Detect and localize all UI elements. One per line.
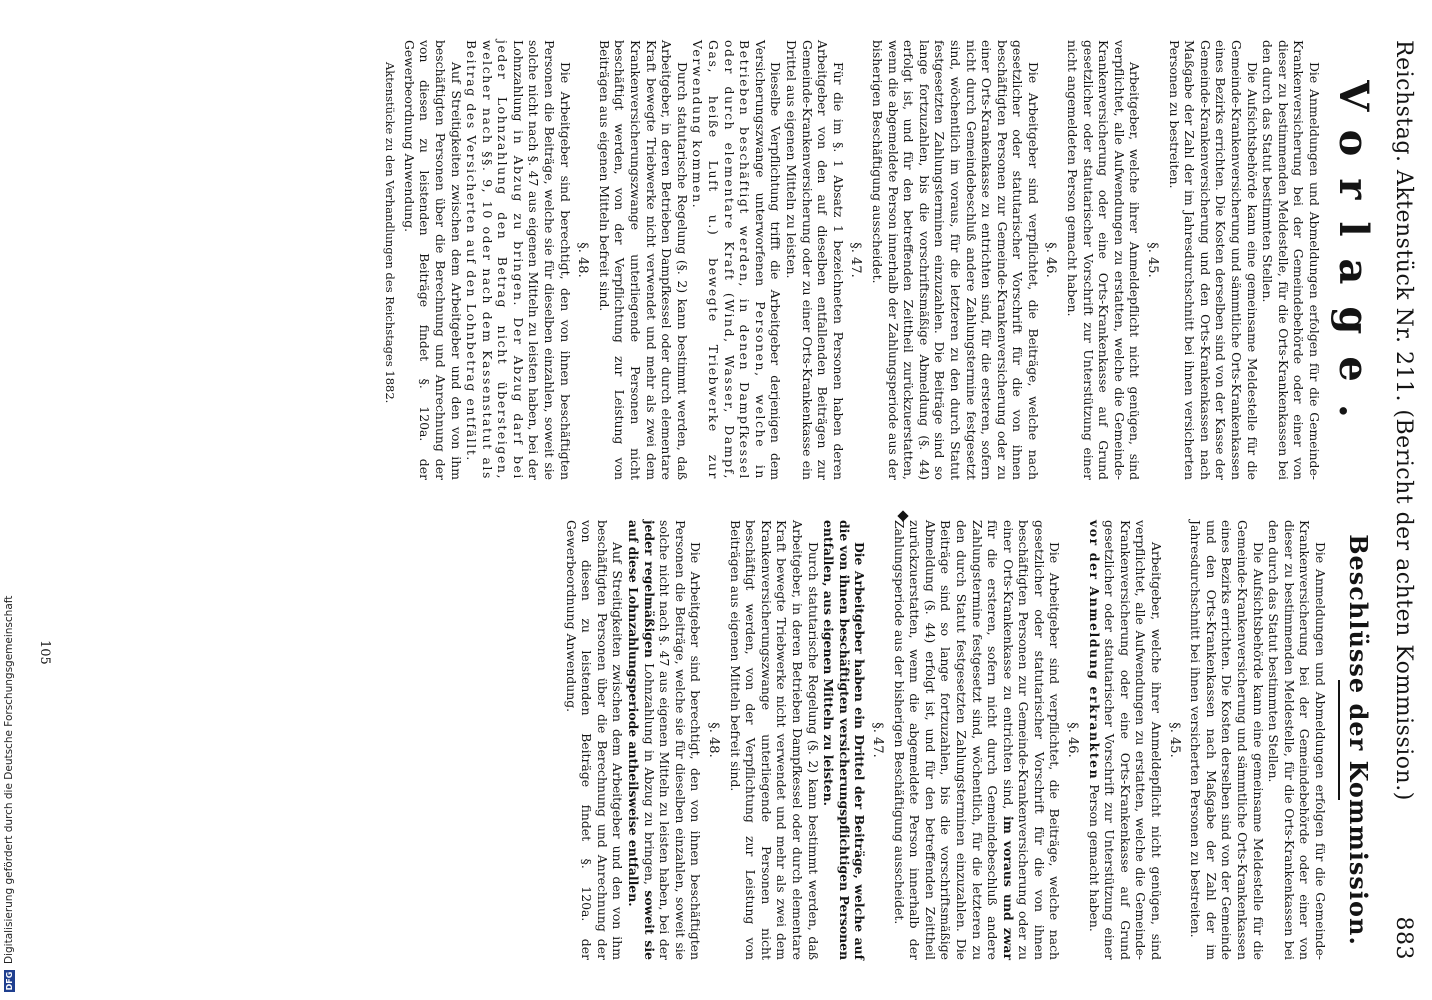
section-48-spaced-text: in Abzug zu bringen. Der Abzug darf bei jeder Lohnzahlung den Betrag nicht übersteigen, welcher nach §§. 9, 10 oder nach dem Kassenstatut als Beitrag des Versicherten auf den Lohnbetrag entfällt. [464, 40, 526, 480]
page-number: 883 [1391, 916, 1416, 960]
section-heading-46: §. 46. [1043, 242, 1059, 278]
section-46-text: Die Arbeitgeber sind verpflichtet, die Beiträge, welche nach gesetzlicher oder statutarischer Vorschrift für die von ihnen beschäftigten Personen zur Gemeinde-Krankenversicherung oder zu einer Orts-Krankenkasse zu entrichten sind, für die ersteren, sofern nicht durch Gemeindebeschluß andere Zahlungstermine festgesetzt sind, wöchentlich im voraus, für die letzteren zu den durch Statut festgesetzten Zahlungsterminen einzuzahlen. Die Beiträge sind so lange fortzuzahlen, bis die vorschriftsmäßige Abmeldung (§. 44) erfolgt ist, und für den betreffenden Zeittheil zurückzuerstatten, wenn die abgemeldete Person innerhalb der Zahlungsperiode aus der bisherigen Beschäftigung ausscheidet. [869, 40, 1041, 480]
section-47-paragraph [690, 40, 784, 480]
dfg-logo-icon: DFG [4, 971, 14, 991]
section-47-text: Dieselbe Verpflichtung trifft die Arbeitgeber derjenigen dem Versicherungszwange unterworfenen [752, 40, 784, 480]
section-48-text: Die Arbeitgeber sind berechtigt, den von ihnen beschäftigten Personen die Beiträge, welche sie für dieselben einzahlen, soweit sie solche nicht nach §. 47 aus eigenen Mitteln zu leisten haben, bei der [657, 520, 704, 960]
paragraph: Die Anmeldungen und Abmeldungen erfolgen für die Gemeinde-Krankenversicherung bei der Gemeindebehörde oder einer von dieser zu bestimmenden Meldestelle, für die Orts-Krankenkassen bei den durch das Statut bestimmten Stellen. [1266, 520, 1328, 960]
section-46-paragraph [891, 520, 1063, 960]
running-head-title: Reichstag. Aktenstück Nr. 211. (Bericht der achten Kommission.) [1391, 40, 1416, 801]
column-title-beschluesse: Beschlüsse der Kommission. [1344, 534, 1373, 946]
section-heading-48: §. 48. [706, 722, 722, 758]
section-47-spaced-text: Personen, welche in Betrieben beschäftigt werden, in denen Dampfkessel oder durch elementare Kraft (Wind, Wasser, Dampf, Gas, heiße Luft u.) bewegte Triebwerke zur Verwendung kommen. [690, 40, 768, 480]
column-beschluesse [40, 520, 1380, 960]
section-45-paragraph [1086, 520, 1164, 960]
section-heading-45: §. 45. [1166, 722, 1182, 758]
section-48-amended-text: jeder regelmäßigen [641, 520, 657, 658]
digitization-watermark [2, 2, 16, 992]
section-heading-46: §. 46. [1065, 722, 1081, 758]
paragraph: Die Aufsichtsbehörde kann eine gemeinsame Meldestelle für die Gemeinde-Krankenversicherung und sämmtliche Orts-Krankenkassen eines Bezirks errichten. Die Kosten derselben sind von der Kasse der Gemeinde-Krankenversicherung und den Orts-Krankenkassen nach Maßgabe der Zahl der im Jahresdurchschnitt bei ihnen versicherten Personen zu bestreiten. [1166, 40, 1260, 480]
section-48-amended-text: soweit sie auf diese Lohnzahlungsperiode antheilsweise entfallen. [626, 520, 657, 960]
column-title-vorlage: Vorlage. [1330, 80, 1377, 440]
section-45-text: Arbeitgeber, welche ihrer Anmeldepflicht nicht genügen, sind verpflichtet, alle Aufwendungen zu erstatten, welche die Gemeinde-Krankenversicherung oder eine Orts-Krankenkasse auf Grund gesetzlicher oder statutarischer Vorschrift zur Unterstützung einer [1102, 520, 1165, 960]
section-48-text: Lohnzahlung in Abzug zu bringen, [641, 663, 657, 885]
section-45-text: Person gemacht haben. [1086, 784, 1102, 932]
section-47-paragraph: Durch statutarische Regelung (§. 2) kann bestimmt werden, daß Arbeitgeber, in deren Betrieben Dampfkessel oder durch elementare Kraft bewegte Triebwerke nicht verwendet und mehr als zwei dem Krankenversicherungszwange unterliegende Personen nicht beschäftigt werden, von der Verpflichtung zur Leistung von Beiträgen aus eigenen Mitteln befreit sind. [596, 40, 690, 480]
section-47-amended-paragraph: Die Arbeitgeber haben ein Drittel der Beiträge, welche auf die von ihnen beschäftigten versicherungspflichtigen Personen entfallen, aus eigenen Mitteln zu leisten. [821, 520, 868, 960]
section-heading-47: §. 47. [869, 722, 885, 758]
section-47-paragraph: Für die im §. 1 Absatz 1 bezeichneten Personen haben deren Arbeitgeber von den auf dieselben entfallenden Beiträgen zur Gemeinde-Krankenversicherung oder zu einer Orts-Krankenkasse ein Drittel aus eigenen Mitteln zu leisten. [784, 40, 846, 480]
section-heading-45: §. 45. [1145, 242, 1161, 278]
section-46-text: Die Arbeitgeber sind verpflichtet, die Beiträge, welche nach gesetzlicher oder statutarischer Vorschrift für die von ihnen beschäftigten Personen zur Gemeinde-Krankenversicherung oder zu einer Orts-Krankenkasse zu entrichten sind, [1000, 520, 1063, 960]
section-48-paragraph [464, 40, 573, 480]
running-head [1384, 40, 1424, 960]
source-note: Aktenstücke zu den Verhandlungen des Reichstages 1882. [383, 62, 398, 404]
column-vorlage [40, 40, 1380, 480]
section-48-paragraph [625, 520, 703, 960]
section-47-paragraph: Durch statutarische Regelung (§. 2) kann bestimmt werden, daß Arbeitgeber, in deren Betrieben Dampfkessel oder durch elementare Kraft bewegte Triebwerke nicht verwendet und mehr als zwei dem Krankenversicherungszwange unterliegende Personen nicht beschäftigt werden, von der Verpflichtung zur Leistung von Beiträgen aus eigenen Mitteln befreit sind. [727, 520, 821, 960]
paragraph: Die Aufsichtsbehörde kann eine gemeinsame Meldestelle für die Gemeinde-Krankenversicherung und sämmtliche Orts-Krankenkassen eines Bezirks errichten. Die Kosten derselben sind von der Gemeinde und den Orts-Krankenkassen nach Maßgabe der Zahl der im Jahresdurchschnitt bei ihnen versicherten Personen zu bestreiten. [1188, 520, 1266, 960]
section-48-paragraph: Auf Streitigkeiten zwischen dem Arbeitgeber und den von ihm beschäftigten Personen über die Berechnung und Anrechnung der von diesen zu leistenden Beiträge findet §. 120a. der Gewerbeordnung Anwendung. [401, 40, 464, 480]
section-48-text: Die Arbeitgeber sind berechtigt, den von ihnen beschäftigten Personen die Beiträge, welche sie für dieselben einzahlen, soweit sie solche nicht nach §. 47 aus eigenen Mitteln zu leisten haben, bei der Lohnzahlung [510, 40, 573, 480]
paragraph: Die Anmeldungen und Abmeldungen erfolgen für die Gemeinde-Krankenversicherung bei der Gemeindebehörde oder einer von dieser zu bestimmenden Meldestelle, für die Orts-Krankenkassen bei den durch das Statut bestimmten Stellen. [1260, 40, 1322, 480]
section-45-text: Arbeitgeber, welche ihrer Anmeldepflicht nicht genügen, sind verpflichtet, alle Aufwendungen zu erstatten, welche die Gemeinde-Krankenversicherung oder eine Orts-Krankenkasse auf Grund gesetzlicher oder statutarischer Vorschrift zur Unterstützung einer nicht angemeldeten Person gemacht haben. [1065, 40, 1143, 480]
watermark-text: Digitalisierung gefördert durch die Deutsche Forschungsgemeinschaft [3, 595, 15, 964]
section-heading-48: §. 48. [575, 242, 591, 278]
folio-number: 105 [37, 640, 52, 665]
section-45-amended-text: vor der Anmeldung erkrankten [1086, 520, 1102, 781]
section-48-paragraph: Auf Streitigkeiten zwischen dem Arbeitgeber und den von ihm beschäftigten Personen über die Berechnung und Anrechnung der von diesen zu leistenden Beiträge findet §. 120a. der Gewerbeordnung Anwendung. [563, 520, 626, 960]
section-46-amended-text: im voraus und zwar [1000, 816, 1016, 960]
section-46-text: für die ersteren, sofern nicht durch Gemeindebeschluß andere Zahlungstermine festgesetzt sind, wöchentlich, für die letzteren zu den durch Statut festgesetzten Zahlungsterminen einzuzahlen. Die Beiträge sind so lange fortzuzahlen, bis die vorschriftsmäßige Abmeldung (§. 44) erfolgt ist, und für den betreffenden Zeittheil zurückzuerstatten, wenn die abgemeldete Person innerhalb der Zahlungsperiode aus der bisherigen Beschäftigung ausscheidet. [891, 520, 1001, 960]
section-heading-47: §. 47. [848, 242, 864, 278]
title-divider [1338, 680, 1340, 800]
